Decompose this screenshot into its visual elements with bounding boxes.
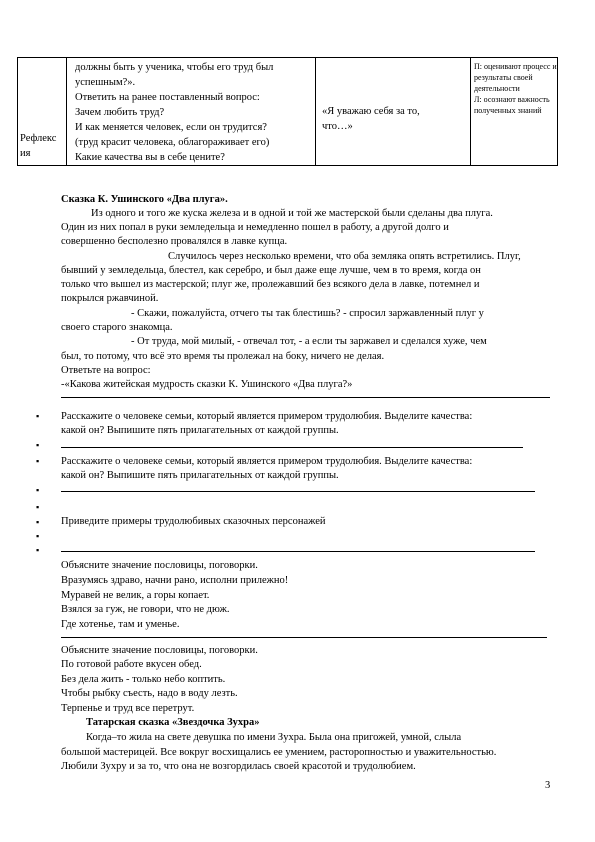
activity-line: (труд красит человека, облагораживает его) — [75, 137, 270, 148]
story1-line: Случилось через несколько времени, что оба земляка опять встретились. Плуг, — [168, 251, 521, 262]
story1-line: только что вышел из мастерской; плуг же, пролежавший без всякого дела в лавке, потемнел и — [61, 279, 480, 290]
story1-line: - От труда, мой милый, - отвечал тот, - а если ты заржавел и сделался хуже, чем — [131, 336, 487, 347]
story1-line: был, то потому, что всё это время ты пролежал на боку, ничего не делая. — [61, 351, 385, 362]
activity-line: должны быть у ученика, чтобы его труд был — [75, 62, 274, 73]
answer-line — [61, 491, 535, 492]
outcome-line: Л: осознают важность — [474, 95, 550, 104]
story2-line: Когда–то жила на свете девушка по имени Зухра. Была она пригожей, умной, слыла — [86, 732, 462, 743]
proverbs1-heading: Объясните значение пословицы, поговорки. — [61, 560, 258, 571]
proverb-item: Терпенье и труд все перетрут. — [61, 703, 195, 714]
activity-cell — [67, 58, 316, 166]
outcomes-cell — [471, 58, 558, 166]
student-activity-cell — [316, 58, 471, 166]
story1-line: Из одного и того же куска железа и в одной и той же мастерской были сделаны два плуга. — [91, 208, 493, 219]
proverb-item: Взялся за гуж, не говори, что не дюж. — [61, 604, 230, 615]
task2-line: Расскажите о человеке семьи, который является примером трудолюбия. Выделите качества: — [61, 456, 473, 467]
activity-line: И как меняется человек, если он трудится? — [75, 122, 267, 133]
story1-line: Ответьте на вопрос: — [61, 365, 151, 376]
activity-line: Зачем любить труд? — [75, 107, 165, 118]
bullet-icon: ▪ — [36, 502, 40, 512]
bullet-icon: ▪ — [36, 485, 40, 495]
proverb-item: Муравей не велик, а горы копает. — [61, 590, 210, 601]
outcome-line: полученных знаний — [474, 106, 542, 115]
lesson-table — [17, 57, 558, 166]
proverb-item: Вразумясь здраво, начни рано, исполни прилежно! — [61, 575, 289, 586]
stage-cell — [18, 58, 67, 166]
bullet-icon: ▪ — [36, 456, 40, 466]
story2-line: большой мастерицей. Все вокруг восхищались ее умением, расторопностью и уважительностью. — [61, 747, 497, 758]
story1-title: Сказка К. Ушинского «Два плуга». — [61, 194, 228, 205]
story2-line: Любили Зухру и за то, что она не возгордилась своей красотой и трудолюбием. — [61, 761, 416, 772]
story1-line: Один из них попал в руки земледельца и немедленно пошел в работу, а другой долго и — [61, 222, 449, 233]
outcome-line: П: оценивают процесс и — [474, 62, 557, 71]
task1-line: какой он? Выпишите пять прилагательных от каждой группы. — [61, 425, 339, 436]
activity-line: Какие качества вы в себе цените? — [75, 152, 225, 163]
proverb-item: Без дела жить - только небо коптить. — [61, 674, 226, 685]
proverb-item: Чтобы рыбку съесть, надо в воду лезть. — [61, 688, 238, 699]
stage-label-line1: Рефлекс — [20, 133, 57, 144]
story1-line: бывший у земледельца, блестел, как серебро, и был даже еще лучше, чем в то время, когда он — [61, 265, 481, 276]
answer-line — [61, 447, 523, 448]
page-number: 3 — [545, 780, 551, 791]
student-activity-line: что…» — [322, 121, 353, 132]
activity-line: успешным?». — [75, 77, 136, 88]
task3-text: Приведите примеры трудолюбивых сказочных персонажей — [61, 516, 326, 527]
story1-question: -«Какова житейская мудрость сказки К. Ушинского «Два плуга?» — [61, 379, 353, 390]
bullet-icon: ▪ — [36, 545, 40, 555]
bullet-icon: ▪ — [36, 531, 40, 541]
proverbs2-heading: Объясните значение пословицы, поговорки. — [61, 645, 258, 656]
story2-title: Татарская сказка «Звездочка Зухра» — [86, 717, 260, 728]
outcome-line: деятельности — [474, 84, 520, 93]
table-row — [18, 58, 558, 166]
answer-line — [61, 551, 535, 552]
task2-line: какой он? Выпишите пять прилагательных от каждой группы. — [61, 470, 339, 481]
answer-line — [61, 637, 547, 638]
story1-line: покрылся ржавчиной. — [61, 293, 159, 304]
story1-line: своего старого знакомца. — [61, 322, 173, 333]
bullet-icon: ▪ — [36, 440, 40, 450]
activity-line: Ответить на ранее поставленный вопрос: — [75, 92, 260, 103]
stage-label-line2: ия — [20, 148, 31, 159]
answer-line — [61, 397, 550, 398]
story1-line: - Скажи, пожалуйста, отчего ты так блестишь? - спросил заржавленный плуг у — [131, 308, 484, 319]
proverb-item: По готовой работе вкусен обед. — [61, 659, 202, 670]
task1-line: Расскажите о человеке семьи, который является примером трудолюбия. Выделите качества: — [61, 411, 473, 422]
story1-line: совершенно бесполезно провалялся в лавке купца. — [61, 236, 288, 247]
bullet-icon: ▪ — [36, 411, 40, 421]
outcome-line: результаты своей — [474, 73, 533, 82]
proverb-item: Где хотенье, там и уменье. — [61, 619, 180, 630]
student-activity-line: «Я уважаю себя за то, — [322, 106, 420, 117]
bullet-icon: ▪ — [36, 517, 40, 527]
